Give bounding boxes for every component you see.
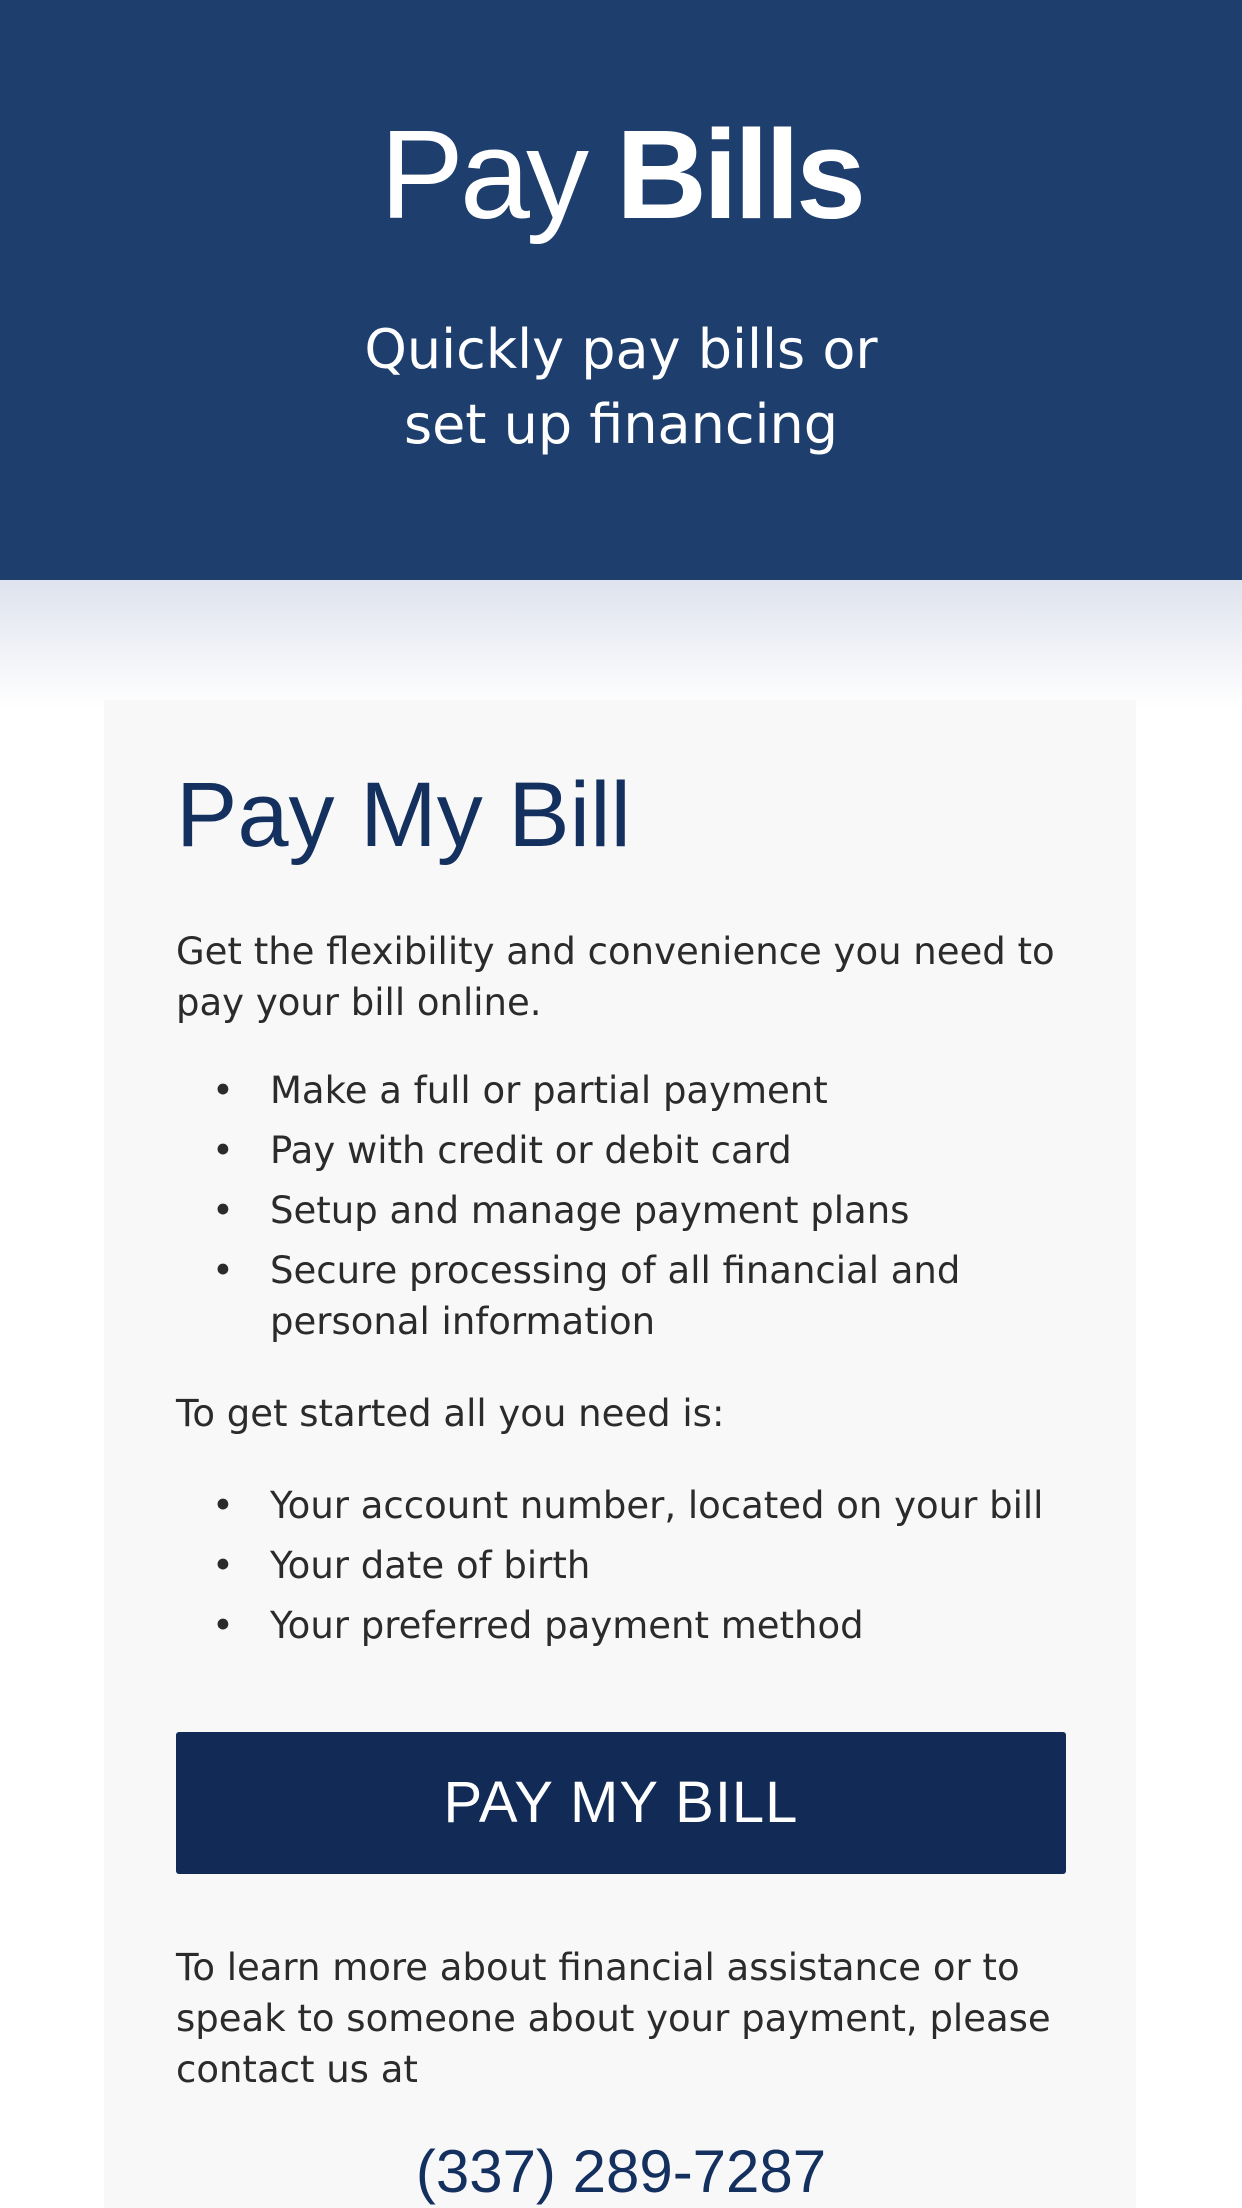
page-subtitle xyxy=(0,312,1242,462)
feature-text: Setup and manage payment plans xyxy=(270,1189,910,1232)
page-title-bold: Bills xyxy=(616,104,863,245)
feature-text: Make a full or partial payment xyxy=(270,1069,828,1112)
hero-banner xyxy=(0,0,1242,580)
page-subtitle-line-2: set up financing xyxy=(403,393,839,456)
pay-bill-card xyxy=(104,700,1136,2208)
pay-my-bill-button[interactable]: PAY MY BILL xyxy=(176,1732,1066,1874)
intro-text: Get the flexibility and convenience you need to pay your bill online. xyxy=(176,930,1055,1024)
feature-text: Secure processing of all financial and personal information xyxy=(270,1249,961,1343)
bullet-icon: • xyxy=(212,1069,234,1112)
list-item xyxy=(176,1540,1066,1591)
list-item xyxy=(176,1185,1066,1236)
page-title-light: Pay xyxy=(379,104,585,245)
feature-text: Pay with credit or debit card xyxy=(270,1129,792,1172)
bullet-icon: • xyxy=(212,1604,234,1647)
requirements-list xyxy=(176,1480,1066,1660)
list-item xyxy=(176,1065,1066,1116)
list-item xyxy=(176,1125,1066,1176)
list-item xyxy=(176,1480,1066,1531)
features-list xyxy=(176,1065,1066,1356)
contact-text: To learn more about financial assistance or to speak to someone about your payment, please contact us at xyxy=(176,1946,1051,2091)
requirement-text: Your preferred payment method xyxy=(270,1604,864,1647)
card-title: Pay My Bill xyxy=(176,764,631,866)
list-item xyxy=(176,1245,1066,1347)
page-title xyxy=(0,100,1242,250)
hero-shadow xyxy=(0,580,1242,710)
bullet-icon: • xyxy=(212,1129,234,1172)
phone-link[interactable]: (337) 289-7287 xyxy=(415,2138,827,2205)
page-subtitle-line-1: Quickly pay bills or xyxy=(364,318,878,381)
bullet-icon: • xyxy=(212,1249,234,1292)
requirement-text: Your date of birth xyxy=(270,1544,591,1587)
bullet-icon: • xyxy=(212,1484,234,1527)
get-started-text: To get started all you need is: xyxy=(176,1392,725,1435)
list-item xyxy=(176,1600,1066,1651)
bullet-icon: • xyxy=(212,1544,234,1587)
requirement-text: Your account number, located on your bill xyxy=(270,1484,1044,1527)
bullet-icon: • xyxy=(212,1189,234,1232)
